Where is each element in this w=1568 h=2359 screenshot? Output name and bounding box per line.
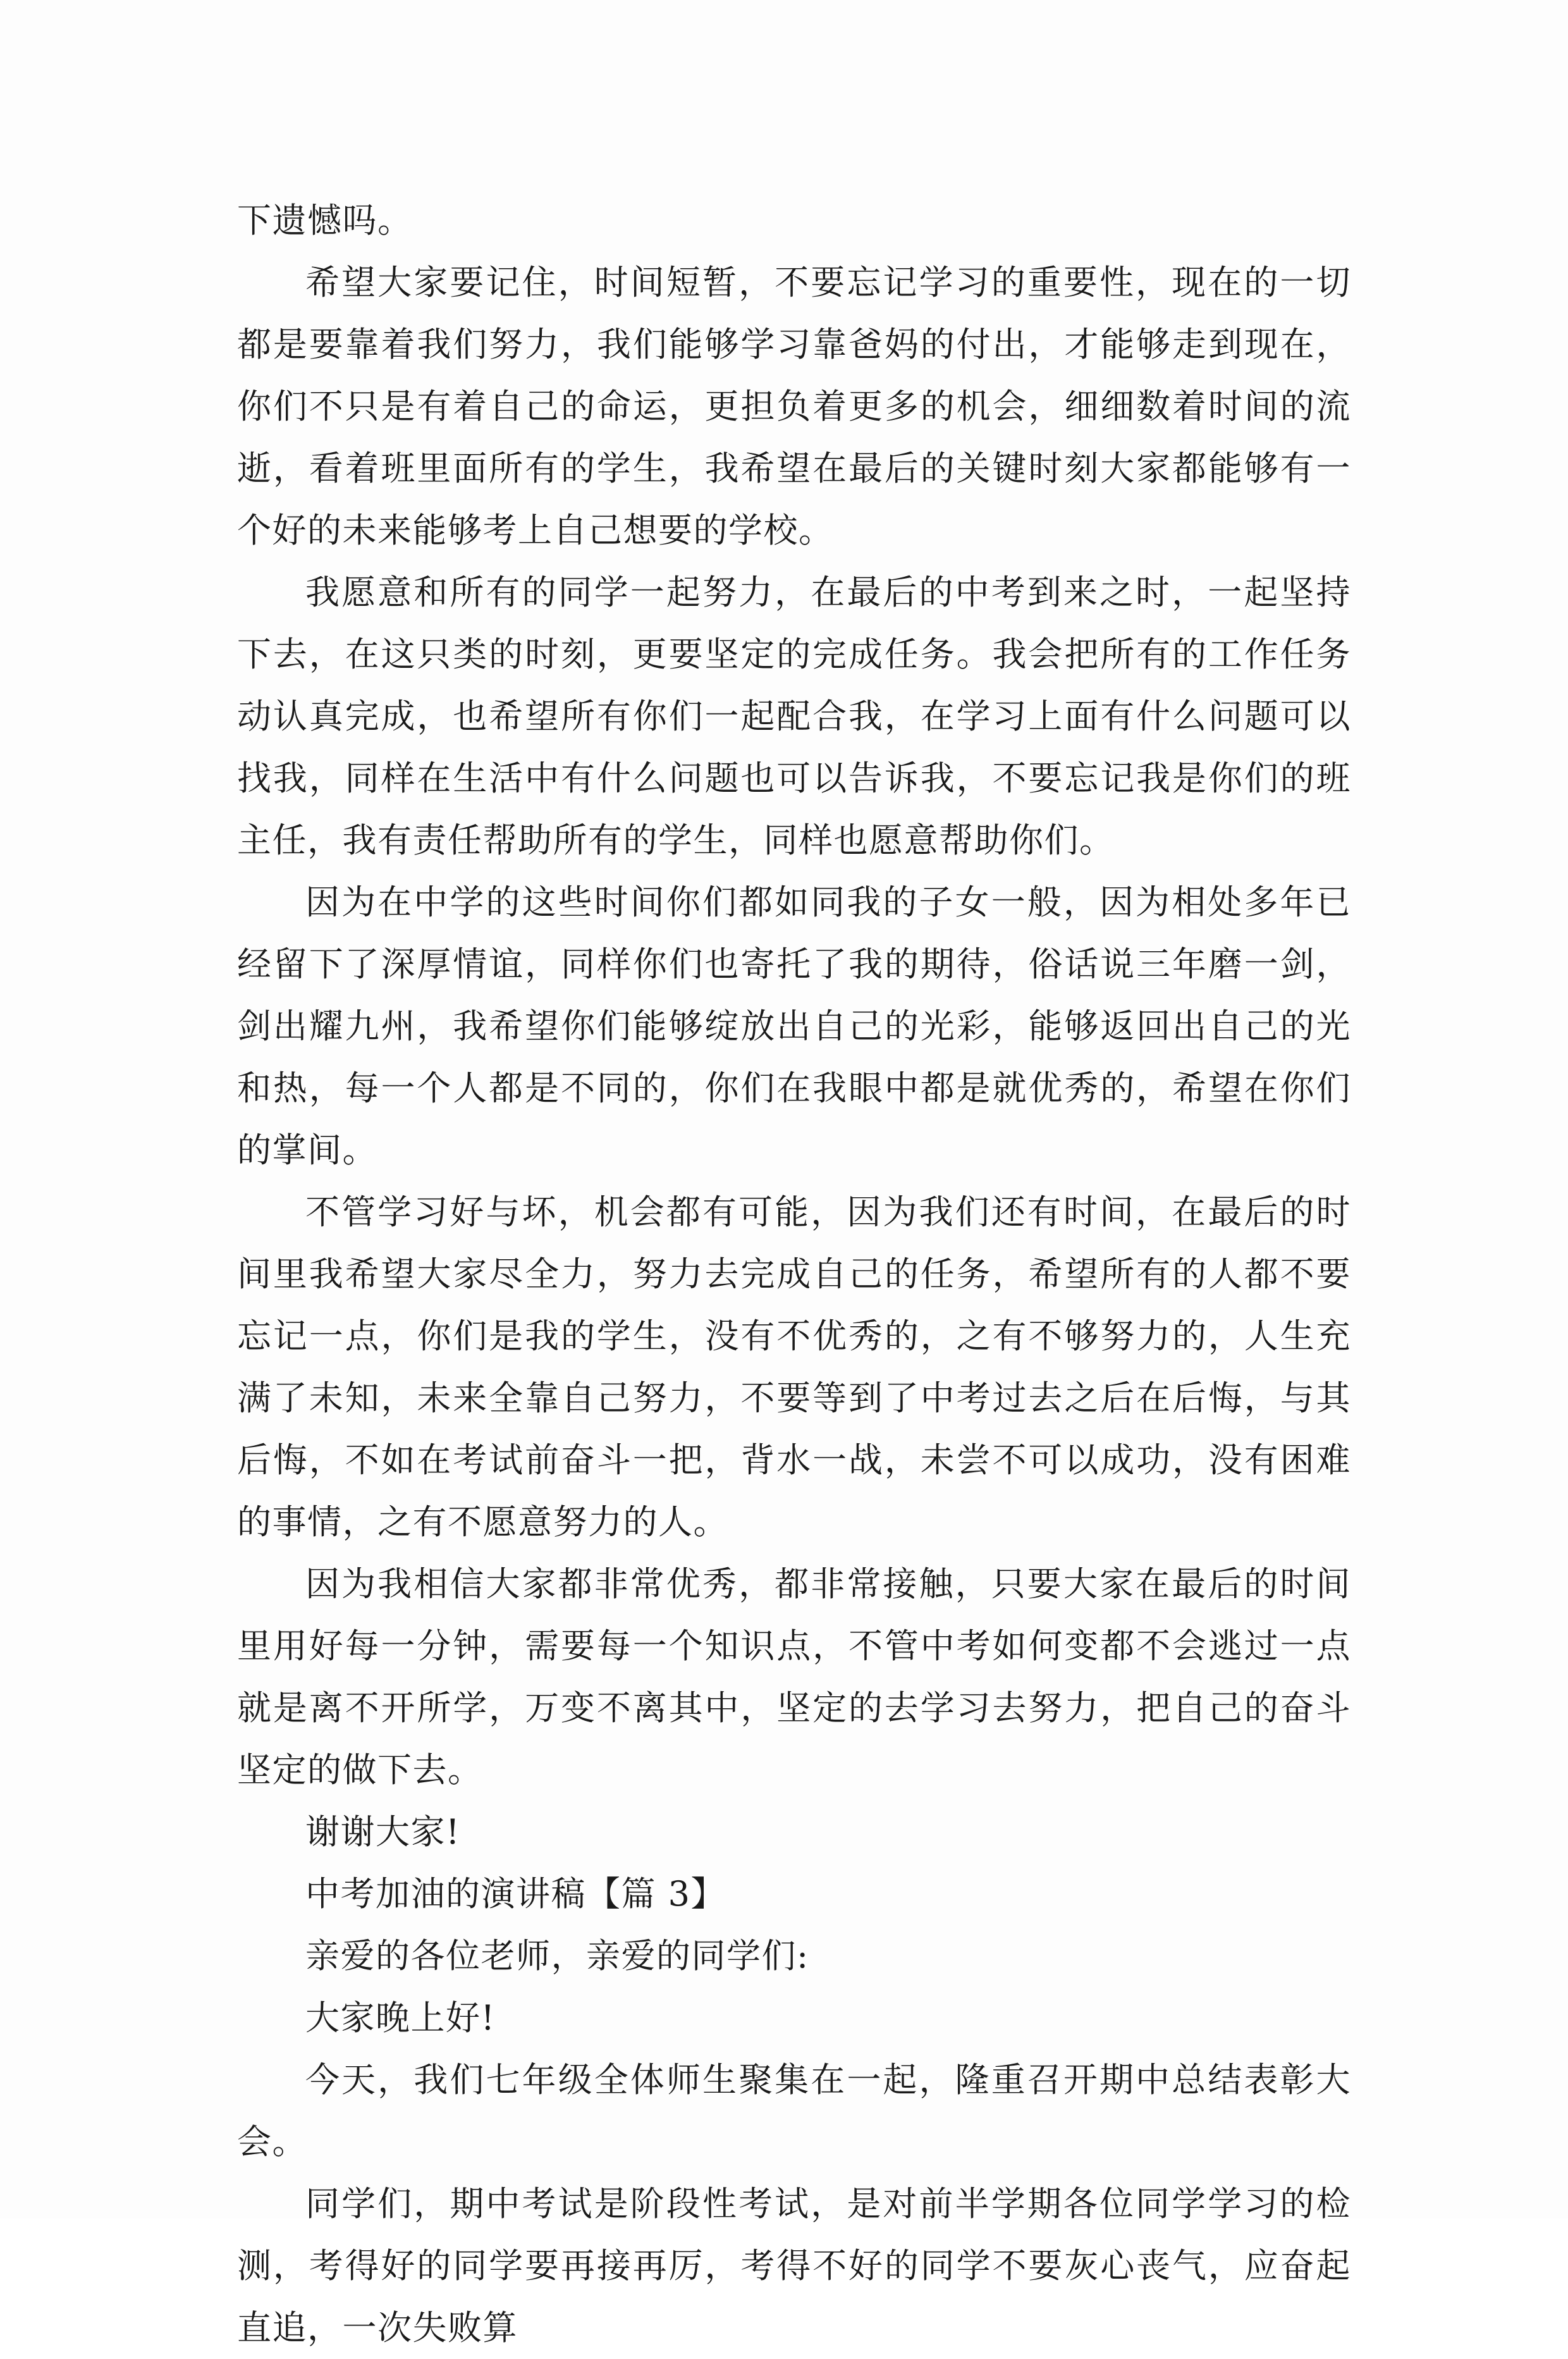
paragraph-6: 因为我相信大家都非常优秀，都非常接触，只要大家在最后的时间里用好每一分钟，需要每一个知识点，不管中考如何变都不会逃过一点就是离不开所学，万变不离其中，坚定的去学习去努力，把自己的奋斗坚定的做下去。 bbox=[237, 1564, 1351, 1790]
paragraph-4: 因为在中学的这些时间你们都如同我的子女一般，因为相处多年已经留下了深厚情谊，同样你们也寄托了我的期待，俗话说三年磨一剑，剑出耀九州，我希望你们能够绽放出自己的光彩，能够返回出自己的光和热，每一个人都是不同的，你们在我眼中都是就优秀的，希望在你们的掌间。 bbox=[237, 882, 1351, 1170]
document-body bbox=[237, 190, 1351, 2359]
salutation: 亲爱的各位老师，亲爱的同学们: bbox=[305, 1936, 809, 1976]
section-heading: 中考加油的演讲稿【篇 3】 bbox=[305, 1874, 726, 1914]
paragraph-12: 同学们，期中考试是阶段性考试，是对前半学期各位同学学习的检测，考得好的同学要再接再厉，考得不好的同学不要灰心丧气，应奋起直追，一次失败算 bbox=[237, 2184, 1351, 2348]
paragraph-2: 希望大家要记住，时间短暂，不要忘记学习的重要性，现在的一切都是要靠着我们努力，我们能够学习靠爸妈的付出，才能够走到现在，你们不只是有着自己的命运，更担负着更多的机会，细细数着时间的流逝，看着班里面所有的学生，我希望在最后的关键时刻大家都能够有一个好的未来能够考上自己想要的学校。 bbox=[237, 262, 1351, 550]
greeting: 大家晚上好! bbox=[305, 1998, 496, 2038]
paragraph-11: 今天，我们七年级全体师生聚集在一起，隆重召开期中总结表彰大会。 bbox=[237, 2060, 1351, 2162]
paragraph-3: 我愿意和所有的同学一起努力，在最后的中考到来之时，一起坚持下去，在这只类的时刻，更要坚定的完成任务。我会把所有的工作任务动认真完成，也希望所有你们一起配合我，在学习上面有什么问题可以找我，同样在生活中有什么问题也可以告诉我，不要忘记我是你们的班主任，我有责任帮助所有的学生，同样也愿意帮助你们。 bbox=[237, 572, 1351, 860]
paragraph-5: 不管学习好与坏，机会都有可能，因为我们还有时间，在最后的时间里我希望大家尽全力，努力去完成自己的任务，希望所有的人都不要忘记一点，你们是我的学生，没有不优秀的，之有不够努力的，人生充满了未知，未来全靠自己努力，不要等到了中考过去之后在后悔，与其后悔，不如在考试前奋斗一把，背水一战，未尝不可以成功，没有困难的事情，之有不愿意努力的人。 bbox=[237, 1192, 1351, 1542]
paragraph-1: 下遗憾吗。 bbox=[237, 200, 413, 240]
closing-thanks: 谢谢大家! bbox=[305, 1812, 461, 1852]
